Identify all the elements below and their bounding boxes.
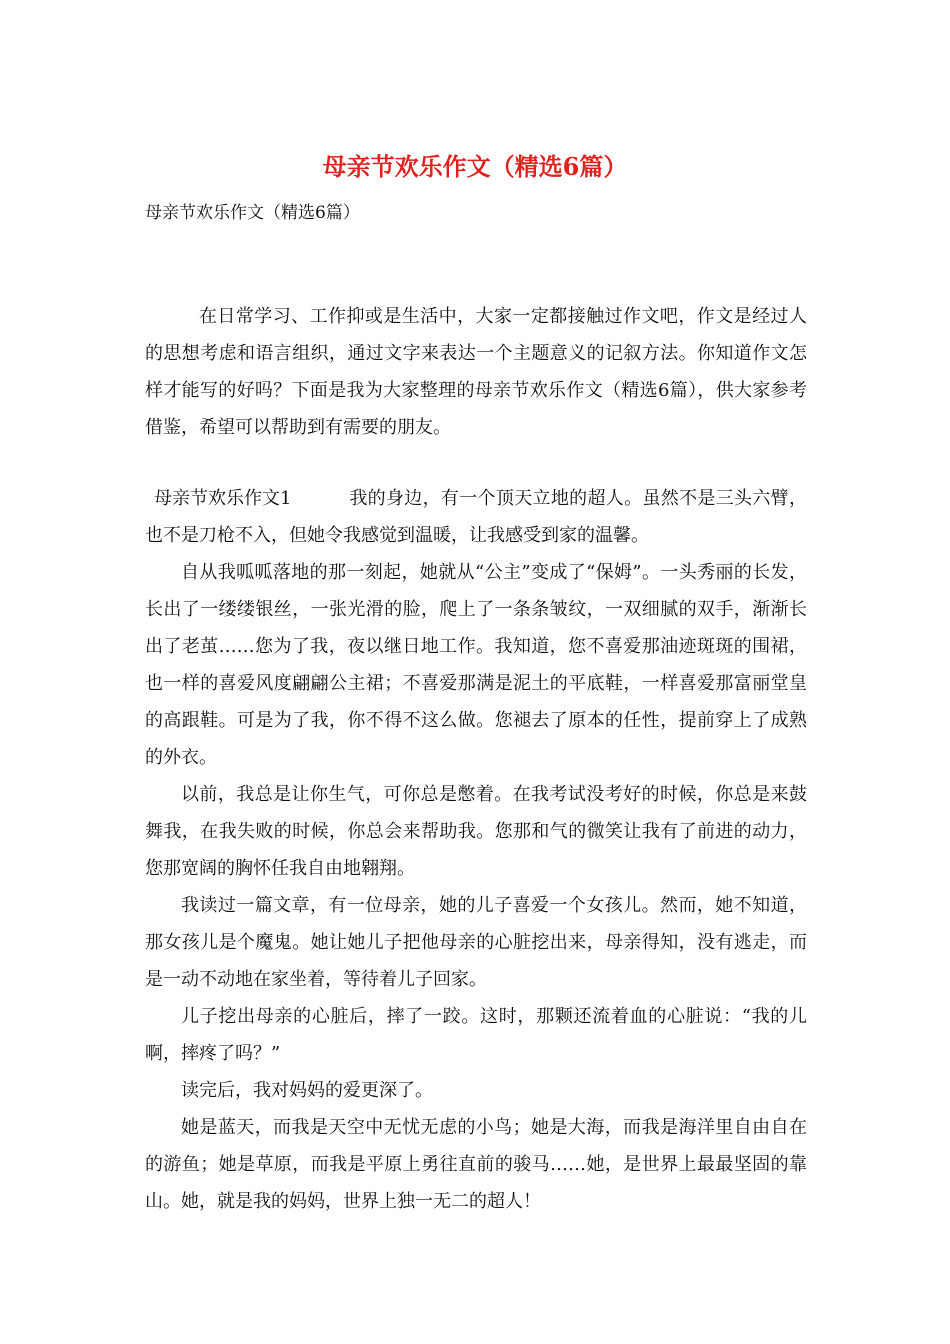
essay-paragraph: 她是蓝天，而我是天空中无忧无虑的小鸟；她是大海，而我是海洋里自由自在的游鱼；她是草原，而我是平原上勇往直前的骏马……她，是世界上最最坚固的靠山。她，就是我的妈妈，世界上独一无二的超人！ [145, 1117, 807, 1212]
essay-paragraph: 读完后，我对妈妈的爱更深了。 [181, 1080, 433, 1101]
essay-1-section [145, 480, 807, 1220]
intro-paragraph: 在日常学习、工作抑或是生活中，大家一定都接触过作文吧，作文是经过人的思想考虑和语言组织，通过文字来表达一个主题意义的记叙方法。你知道作文怎样才能写的好吗？下面是我为大家整理的母亲节欢乐作文（精选6篇），供大家参考借鉴，希望可以帮助到有需要的朋友。 [145, 306, 807, 438]
essay-paragraph: 以前，我总是让你生气，可你总是憋着。在我考试没考好的时候，你总是来鼓舞我，在我失败的时候，你总会来帮助我。您那和气的微笑让我有了前进的动力，您那宽阔的胸怀任我自由地翱翔。 [145, 784, 807, 879]
essay-1-heading: 母亲节欢乐作文1 [154, 488, 292, 509]
document-title: 母亲节欢乐作文（精选6篇） [322, 152, 628, 181]
essay-paragraph: 儿子挖出母亲的心脏后，摔了一跤。这时，那颗还流着血的心脏说：“我的儿啊，摔疼了吗？” [145, 1006, 807, 1064]
essay-1-first-paragraph [145, 480, 807, 554]
essay-paragraph: 自从我呱呱落地的那一刻起，她就从“公主”变成了“保姆”。一头秀丽的长发，长出了一缕缕银丝，一张光滑的脸，爬上了一条条皱纹，一双细腻的双手，渐渐长出了老茧……您为了我，夜以继日地工作。我知道，您不喜爱那油迹斑斑的围裙，也一样的喜爱风度翩翩公主裙；不喜爱那满是泥土的平底鞋，一样喜爱那富丽堂皇的高跟鞋。可是为了我，你不得不这么做。您褪去了原本的任性，提前穿上了成熟的外衣。 [145, 562, 807, 768]
essay-1-opening-text: 我的身边，有一个顶天立地的超人。虽然不是三头六臂，也不是刀枪不入，但她令我感觉到温暖，让我感受到家的温馨。 [145, 488, 807, 546]
intro-section [145, 298, 807, 446]
essay-paragraph: 我读过一篇文章，有一位母亲，她的儿子喜爱一个女孩儿。然而，她不知道，那女孩儿是个魔鬼。她让她儿子把他母亲的心脏挖出来，母亲得知，没有逃走，而是一动不动地在家坐着，等待着儿子回家。 [145, 895, 807, 990]
document-subtitle: 母亲节欢乐作文（精选6篇） [145, 203, 360, 223]
